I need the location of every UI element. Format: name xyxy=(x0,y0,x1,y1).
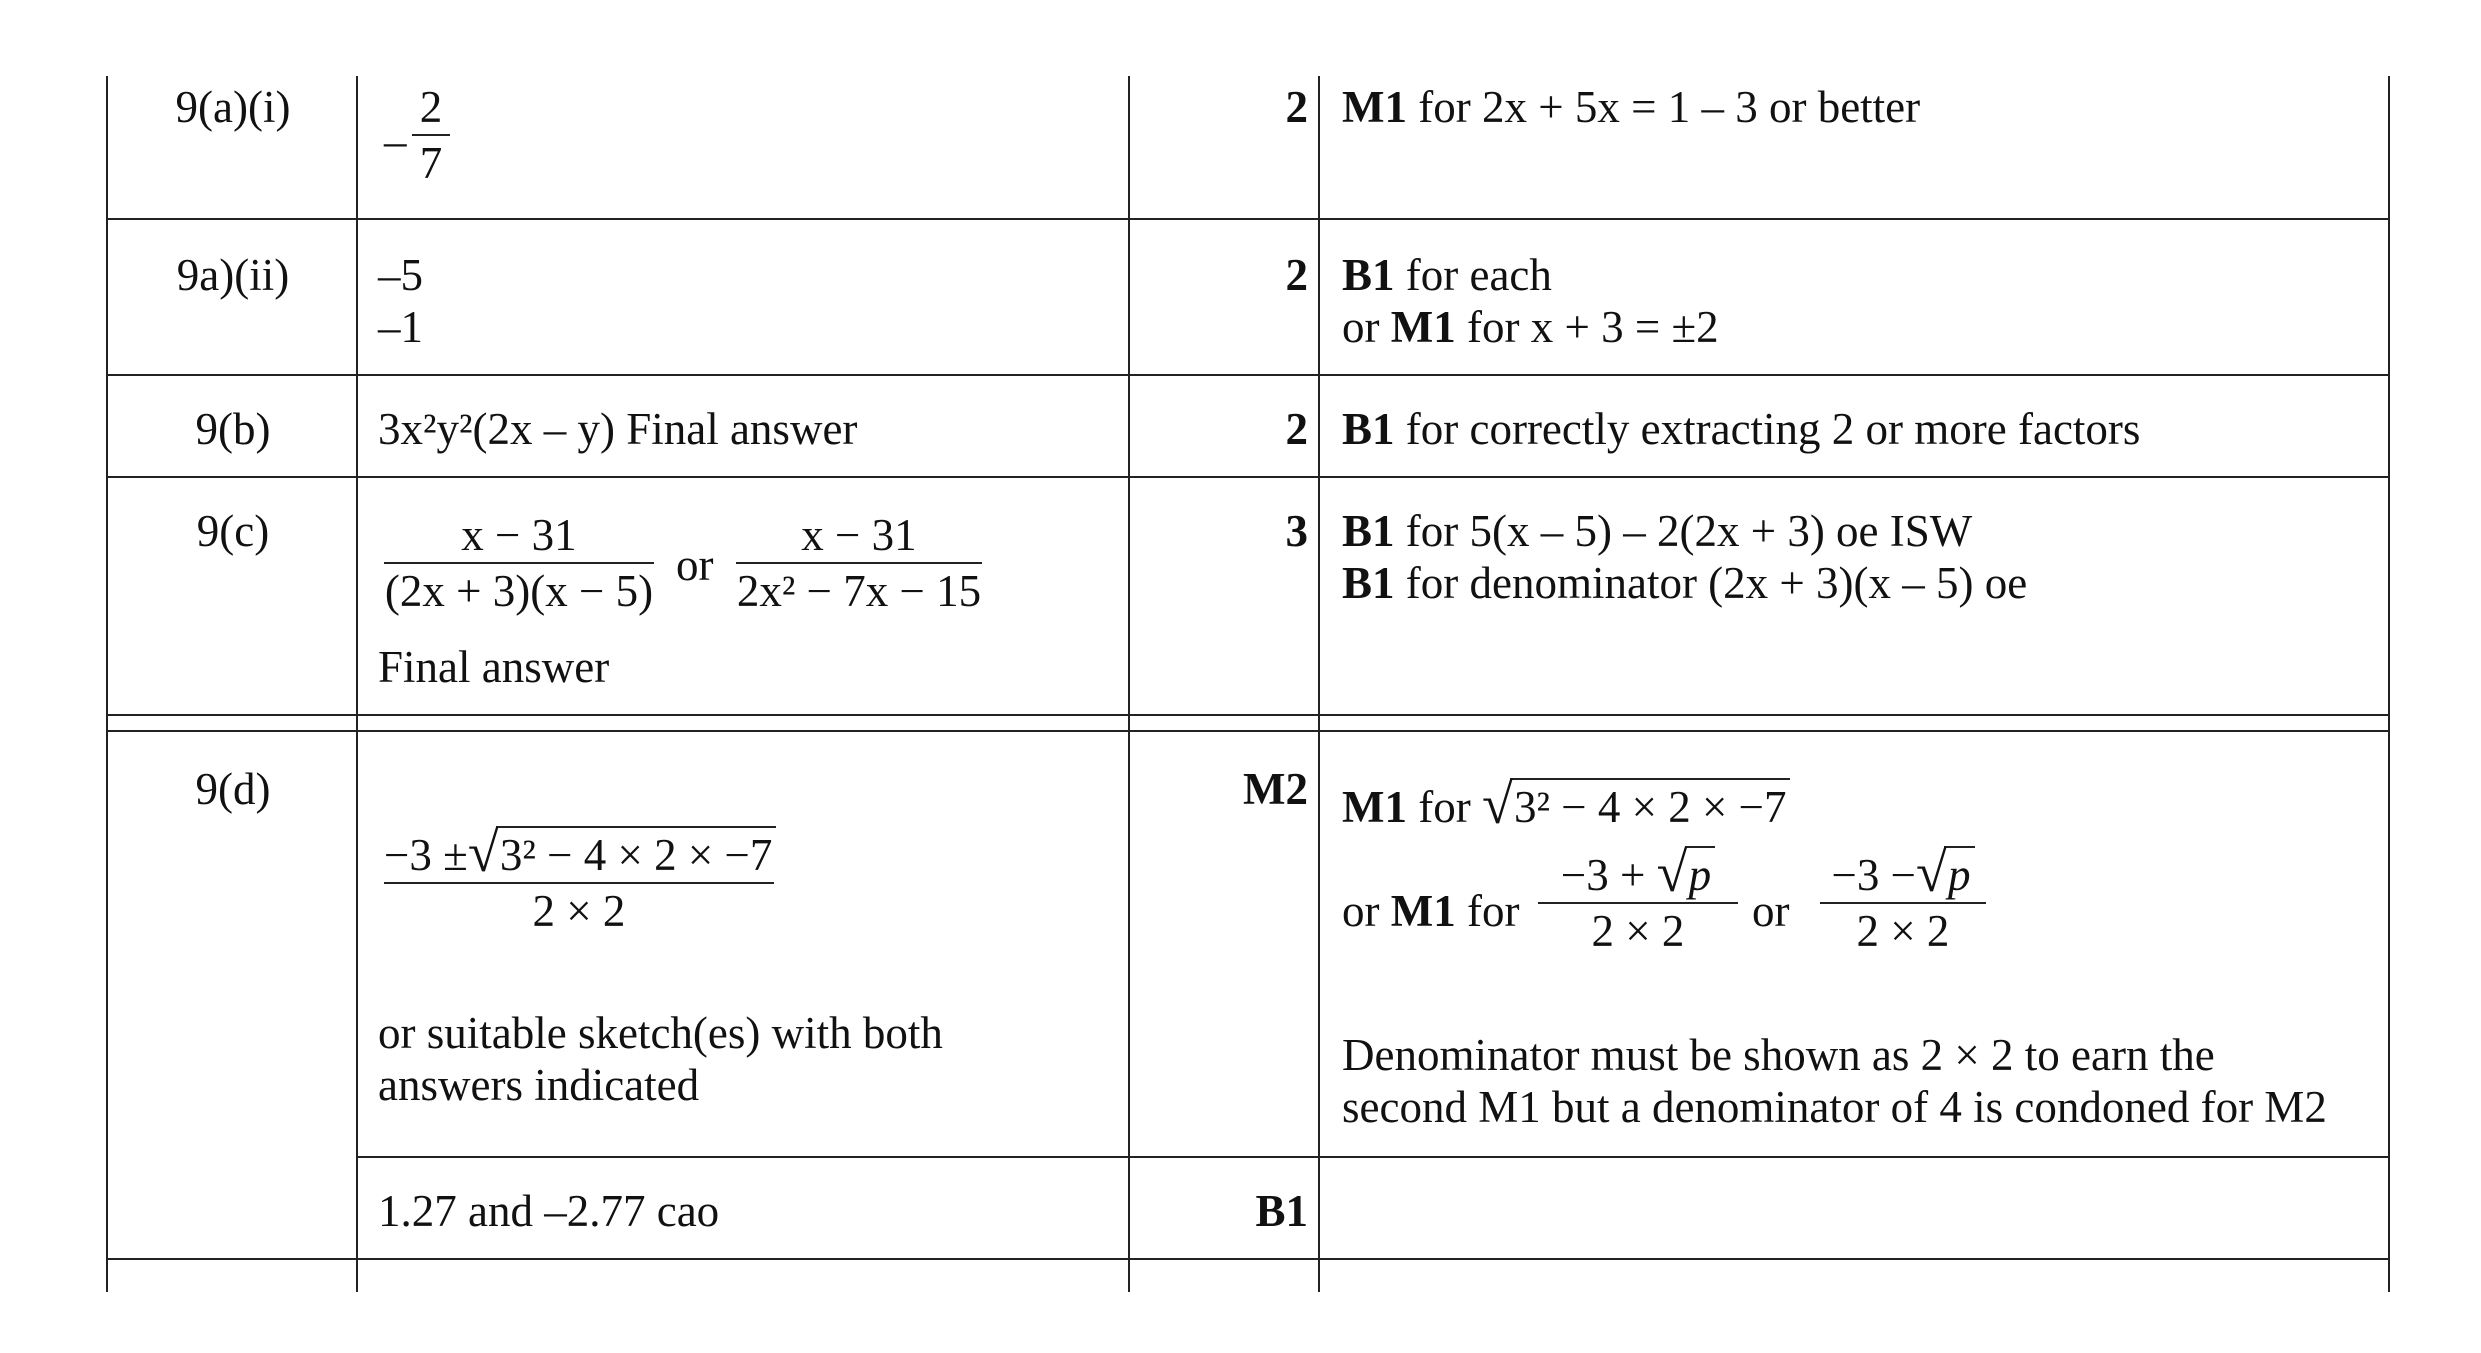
mark-code: B1 xyxy=(1342,404,1395,454)
guidance-line: second M1 but a denominator of 4 is condoned for M2 xyxy=(1342,1082,2327,1132)
guidance-line: Denominator must be shown as 2 × 2 to earn the xyxy=(1342,1030,2215,1080)
guidance-line xyxy=(1342,402,2140,456)
guidance-prefix: or xyxy=(1342,302,1391,352)
guidance-text: for xyxy=(1406,782,1482,832)
mark-value: M2 xyxy=(1243,764,1308,814)
or-word: or xyxy=(676,540,714,590)
fraction-numerator xyxy=(384,822,774,884)
radical-sign: √ xyxy=(467,822,499,884)
guidance-text: for 2x + 5x = 1 – 3 or better xyxy=(1406,82,1921,132)
mark-value: 2 xyxy=(1285,82,1308,132)
fraction-numerator: x − 31 xyxy=(461,510,577,560)
square-root xyxy=(1656,842,1716,904)
guidance-fraction xyxy=(1538,842,1738,958)
guidance-line xyxy=(1342,80,1920,134)
answer-line: or suitable sketch(es) with both xyxy=(378,1008,943,1058)
radical-sign: √ xyxy=(1481,774,1513,836)
fraction-numerator xyxy=(1538,842,1738,904)
fraction-denominator: 2 × 2 xyxy=(1856,906,1950,956)
question-ref: 9(c) xyxy=(196,506,270,556)
numerator-prefix: −3 ± xyxy=(384,830,468,880)
answer-fraction xyxy=(412,80,450,190)
answer-text: 1.27 and –2.77 cao xyxy=(378,1186,720,1236)
radical-sign: √ xyxy=(1916,842,1947,904)
mark-code: M1 xyxy=(1390,302,1456,352)
answer-line: –1 xyxy=(378,302,423,352)
grid-line xyxy=(106,218,2390,220)
mark-value: 2 xyxy=(1285,250,1308,300)
numerator-prefix: −3 − xyxy=(1831,850,1916,900)
guidance-line xyxy=(1342,248,1552,302)
answer-line: –5 xyxy=(378,250,423,300)
fraction-numerator: x − 31 xyxy=(801,510,917,560)
question-ref: 9(d) xyxy=(195,764,271,814)
question-ref: 9(a)(i) xyxy=(175,82,291,132)
fraction-denominator: 2x² − 7x − 15 xyxy=(736,566,982,616)
answer-sign: – xyxy=(384,116,407,166)
grid-line xyxy=(106,374,2390,376)
square-root xyxy=(1481,774,1791,836)
grid-line xyxy=(356,1156,2390,1158)
answer-fraction xyxy=(736,508,982,618)
or-word: or xyxy=(1752,886,1790,936)
fraction-denominator: 7 xyxy=(419,138,443,188)
guidance-text: for denominator (2x + 3)(x – 5) oe xyxy=(1394,558,2028,608)
mark-code: M1 xyxy=(1342,82,1407,132)
fraction-denominator: (2x + 3)(x − 5) xyxy=(384,566,654,616)
radical-sign: √ xyxy=(1656,842,1688,904)
guidance-line xyxy=(1342,504,1972,558)
grid-line xyxy=(1318,76,1320,1292)
question-ref: 9a)(ii) xyxy=(176,250,290,300)
guidance-text: for correctly extracting 2 or more factors xyxy=(1394,404,2141,454)
grid-line xyxy=(106,730,2390,732)
grid-line xyxy=(106,1258,2390,1260)
grid-line xyxy=(2388,76,2390,1292)
guidance-fraction xyxy=(1820,842,1986,958)
fraction-numerator: 2 xyxy=(419,82,443,132)
radicand: p xyxy=(1685,846,1716,902)
guidance-text: for x + 3 = ±2 xyxy=(1455,302,1719,352)
numerator-prefix: −3 + xyxy=(1560,850,1646,900)
radicand: 3² − 4 × 2 × −7 xyxy=(496,826,777,882)
grid-line xyxy=(1128,76,1130,1292)
guidance-prefix: or xyxy=(1342,886,1391,936)
answer-text: 3x²y²(2x – y) Final answer xyxy=(378,404,858,454)
guidance-line xyxy=(1342,884,1519,938)
answer-fraction xyxy=(384,508,654,618)
square-root xyxy=(1916,842,1975,904)
guidance-line xyxy=(1342,774,1790,836)
answer-line: answers indicated xyxy=(378,1060,700,1110)
question-ref: 9(b) xyxy=(195,404,271,454)
mark-code: B1 xyxy=(1342,558,1395,608)
mark-code: B1 xyxy=(1342,506,1395,556)
guidance-text: for each xyxy=(1394,250,1552,300)
mark-value: 2 xyxy=(1285,404,1308,454)
guidance-text: for xyxy=(1455,886,1520,936)
grid-line xyxy=(106,714,2390,716)
mark-value: 3 xyxy=(1285,506,1308,556)
fraction-numerator xyxy=(1820,842,1986,904)
answer-text: Final answer xyxy=(378,642,610,692)
fraction-denominator: 2 × 2 xyxy=(532,886,626,936)
answer-fraction xyxy=(384,822,774,938)
guidance-line xyxy=(1342,556,2027,610)
fraction-denominator: 2 × 2 xyxy=(1591,906,1685,956)
mark-code: M1 xyxy=(1390,886,1456,936)
mark-code: M1 xyxy=(1342,782,1407,832)
radicand: p xyxy=(1944,846,1975,902)
mark-code: B1 xyxy=(1342,250,1395,300)
grid-line xyxy=(106,476,2390,478)
radicand: 3² − 4 × 2 × −7 xyxy=(1510,778,1791,834)
guidance-text: for 5(x – 5) – 2(2x + 3) oe ISW xyxy=(1394,506,1973,556)
guidance-line xyxy=(1342,300,1719,354)
square-root xyxy=(467,822,777,884)
mark-value: B1 xyxy=(1255,1186,1308,1236)
